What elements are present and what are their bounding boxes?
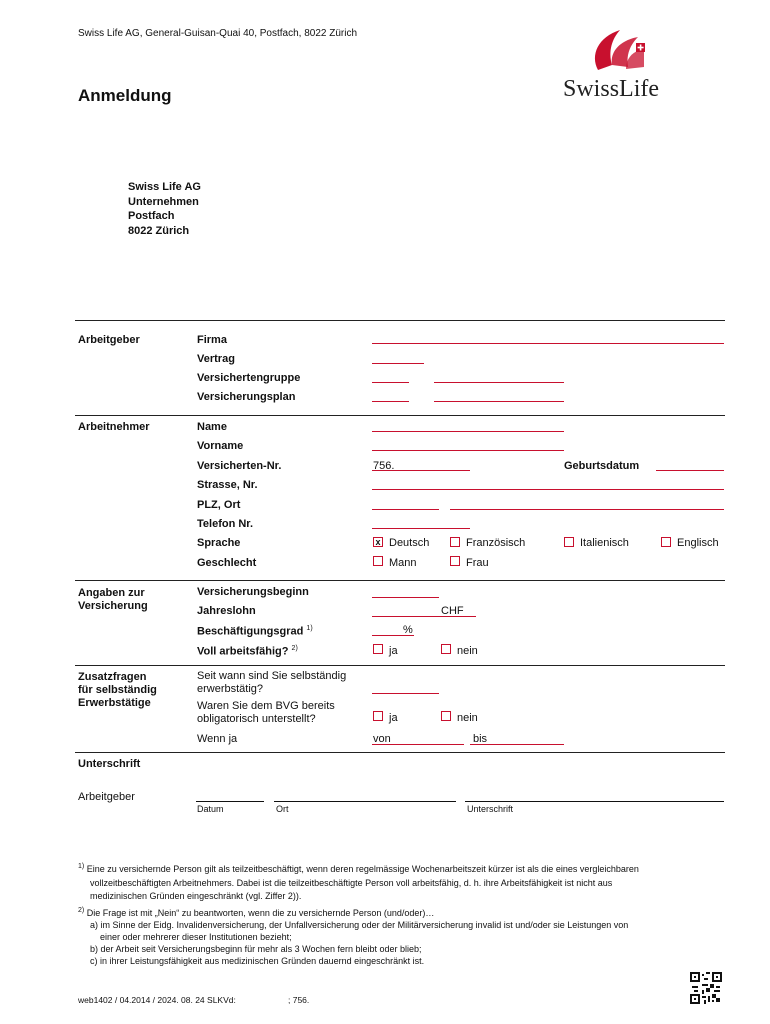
checkbox-deutsch[interactable]: x (373, 537, 383, 547)
label-telefon: Telefon Nr. (197, 518, 254, 530)
label-bis: bis (473, 733, 488, 745)
footnote-1 (78, 860, 728, 904)
option-englisch: Englisch (677, 537, 719, 549)
checkbox-mann[interactable] (373, 556, 383, 566)
footnote-1-line: medizinischen Gründen eingeschränkt (vgl. Ziffer 2)). (90, 891, 302, 901)
option-deutsch: Deutsch (389, 537, 430, 549)
versicherten-nr-field[interactable] (372, 470, 470, 471)
percent-sign: % (403, 624, 413, 636)
logo-wordmark: SwissLife (563, 76, 659, 102)
footnote-ref-2: 2) (291, 645, 298, 652)
label-versicherten-nr: Versicherten-Nr. (197, 460, 282, 472)
recipient-line: 8022 Zürich (128, 224, 190, 237)
option-ja: ja (389, 645, 398, 657)
checkbox-bvg-nein[interactable] (441, 711, 451, 721)
seit-wann-line: Seit wann sind Sie selbständig (197, 670, 347, 682)
footnote-2-item: c) in ihrer Leistungsfähigkeit aus medizinischen Gründen dauernd eingeschränkt ist. (90, 956, 425, 966)
swisslife-logo (560, 25, 680, 105)
section-divider (75, 665, 725, 666)
qr-code-icon (690, 972, 722, 1004)
section-divider (75, 580, 725, 581)
option-nein: nein (457, 645, 478, 657)
versicherungsplan-field-1[interactable] (372, 401, 409, 402)
checkbox-arbeitsfaehig-ja[interactable] (373, 644, 383, 654)
section-unterschrift: Unterschrift (78, 758, 141, 770)
strasse-field[interactable] (372, 489, 724, 490)
seit-wann-line: erwerbstätig? (197, 682, 264, 695)
ort-signature-field[interactable] (274, 801, 456, 802)
label-vertrag: Vertrag (197, 353, 235, 365)
section-divider (75, 415, 725, 416)
label-strasse: Strasse, Nr. (197, 479, 258, 491)
vertrag-field[interactable] (372, 363, 424, 364)
geburtsdatum-field[interactable] (656, 470, 724, 471)
option-bvg-nein: nein (457, 712, 478, 724)
label-beschaeftigungsgrad (197, 625, 313, 638)
option-franzoesisch: Französisch (466, 537, 526, 549)
recipient-line: Unternehmen (128, 195, 199, 208)
footnote-2-item: b) der Arbeit seit Versicherungsbeginn für mehr als 3 Wochen fern bleibt oder blieb; (90, 944, 422, 954)
label-datum: Datum (197, 804, 224, 814)
section-zusatzfragen (78, 671, 157, 710)
footnote-1-line: Eine zu versichernde Person gilt als teilzeitbeschäftigt, wenn deren regelmässige Wochenarbeitszeit kürzer ist als die eines vergleichbaren (86, 864, 639, 874)
footnote-1-line: vollzeitbeschäftigten Arbeitnehmers. Dabei ist die teilzeitbeschäftigte Person voll arbeitsfähig, d. h. ihre Arbeitsfähigkeit ist nicht aus (90, 877, 613, 888)
label-jahreslohn: Jahreslohn (197, 605, 256, 617)
chf-underline (439, 616, 476, 617)
footer-ref: web1402 / 04.2014 / 2024. 08. 24 SLKVd: (78, 995, 236, 1005)
label-seit-wann (197, 670, 346, 695)
versichertengruppe-field-1[interactable] (372, 382, 409, 383)
label-voll-arbeitsfaehig (197, 645, 298, 658)
footnote-1-mark: 1) (78, 863, 85, 870)
label-versichertengruppe: Versichertengruppe (197, 372, 301, 384)
bvg-line: obligatorisch unterstellt? (197, 712, 316, 725)
checkbox-frau[interactable] (450, 556, 460, 566)
bvg-line: Waren Sie dem BVG bereits (197, 700, 335, 712)
label-unterschrift: Unterschrift (467, 804, 514, 814)
unterschrift-field[interactable] (465, 801, 724, 802)
section-angaben (78, 587, 148, 613)
bis-field[interactable] (470, 744, 564, 745)
label-sprache: Sprache (197, 537, 241, 549)
section-zusatz-line: Erwerbstätige (78, 697, 151, 709)
option-italienisch: Italienisch (580, 537, 629, 549)
checkbox-arbeitsfaehig-nein[interactable] (441, 644, 451, 654)
signature-arbeitgeber: Arbeitgeber (78, 791, 135, 803)
sender-address: Swiss Life AG, General-Guisan-Quai 40, Postfach, 8022 Zürich (78, 28, 358, 39)
option-mann: Mann (389, 557, 417, 569)
checkbox-italienisch[interactable] (564, 537, 574, 547)
option-frau: Frau (466, 557, 489, 569)
telefon-field[interactable] (372, 528, 470, 529)
firma-field[interactable] (372, 343, 724, 344)
label-bvg (197, 700, 335, 725)
label-versicherungsbeginn: Versicherungsbeginn (197, 586, 309, 598)
beschaeftigungsgrad-field[interactable] (372, 635, 414, 636)
versicherungsplan-field-2[interactable] (434, 401, 564, 402)
footnote-ref-1: 1) (306, 625, 313, 632)
datamatrix-code (690, 972, 722, 1004)
section-arbeitgeber: Arbeitgeber (78, 334, 140, 346)
section-angaben-line: Versicherung (78, 600, 148, 612)
von-field[interactable] (372, 744, 464, 745)
jahreslohn-field[interactable] (372, 616, 439, 617)
checkbox-englisch[interactable] (661, 537, 671, 547)
label-name: Name (197, 421, 227, 433)
section-zusatz-line: Zusatzfragen (78, 671, 147, 683)
currency-chf: CHF (441, 605, 464, 617)
footnote-2-mark: 2) (78, 907, 85, 914)
footnote-2 (78, 905, 728, 967)
label-geburtsdatum: Geburtsdatum (564, 460, 640, 472)
section-angaben-line: Angaben zur (78, 587, 145, 599)
recipient-address (128, 180, 201, 238)
section-divider (75, 752, 725, 753)
vorname-field[interactable] (372, 450, 564, 451)
label-wenn-ja: Wenn ja (197, 733, 238, 745)
recipient-line: Postfach (128, 210, 175, 222)
footnote-2-item: einer oder mehrerer dieser Institutionen bezieht; (100, 932, 292, 942)
recipient-line: Swiss Life AG (128, 181, 201, 193)
section-zusatz-line: für selbständig (78, 684, 157, 696)
beschaeftigungsgrad-text: Beschäftigungsgrad (197, 625, 304, 638)
checkbox-bvg-ja[interactable] (373, 711, 383, 721)
label-vorname: Vorname (197, 440, 244, 452)
ort-field[interactable] (450, 509, 724, 510)
versicherten-nr-value: 756. (373, 460, 395, 472)
section-divider (75, 320, 725, 321)
versicherungsbeginn-field[interactable] (372, 597, 439, 598)
seit-wann-field[interactable] (372, 693, 439, 694)
label-versicherungsplan: Versicherungsplan (197, 391, 296, 403)
label-plz-ort: PLZ, Ort (197, 499, 241, 511)
footnote-2-line: Die Frage ist mit „Nein“ zu beantworten, wenn die zu versichernde Person (und/oder)… (86, 908, 435, 918)
checkbox-franzoesisch[interactable] (450, 537, 460, 547)
name-field[interactable] (372, 431, 564, 432)
plz-field[interactable] (372, 509, 439, 510)
label-von: von (373, 733, 391, 745)
label-ort: Ort (276, 804, 289, 814)
datum-field[interactable] (196, 801, 264, 802)
footnote-2-item: a) im Sinne der Eidg. Invalidenversicherung, der Unfallversicherung oder der Militärversicherung invalid ist und/oder sie Leistungen von (90, 920, 629, 930)
section-arbeitnehmer: Arbeitnehmer (78, 421, 150, 433)
label-geschlecht: Geschlecht (197, 557, 257, 569)
page-title: Anmeldung (78, 86, 172, 105)
swisslife-logo-icon (560, 25, 680, 75)
option-bvg-ja: ja (389, 712, 398, 724)
voll-arbeitsfaehig-text: Voll arbeitsfähig? (197, 645, 289, 658)
footer-ref-suffix: ; 756. (288, 995, 310, 1005)
label-firma: Firma (197, 334, 227, 346)
versichertengruppe-field-2[interactable] (434, 382, 564, 383)
